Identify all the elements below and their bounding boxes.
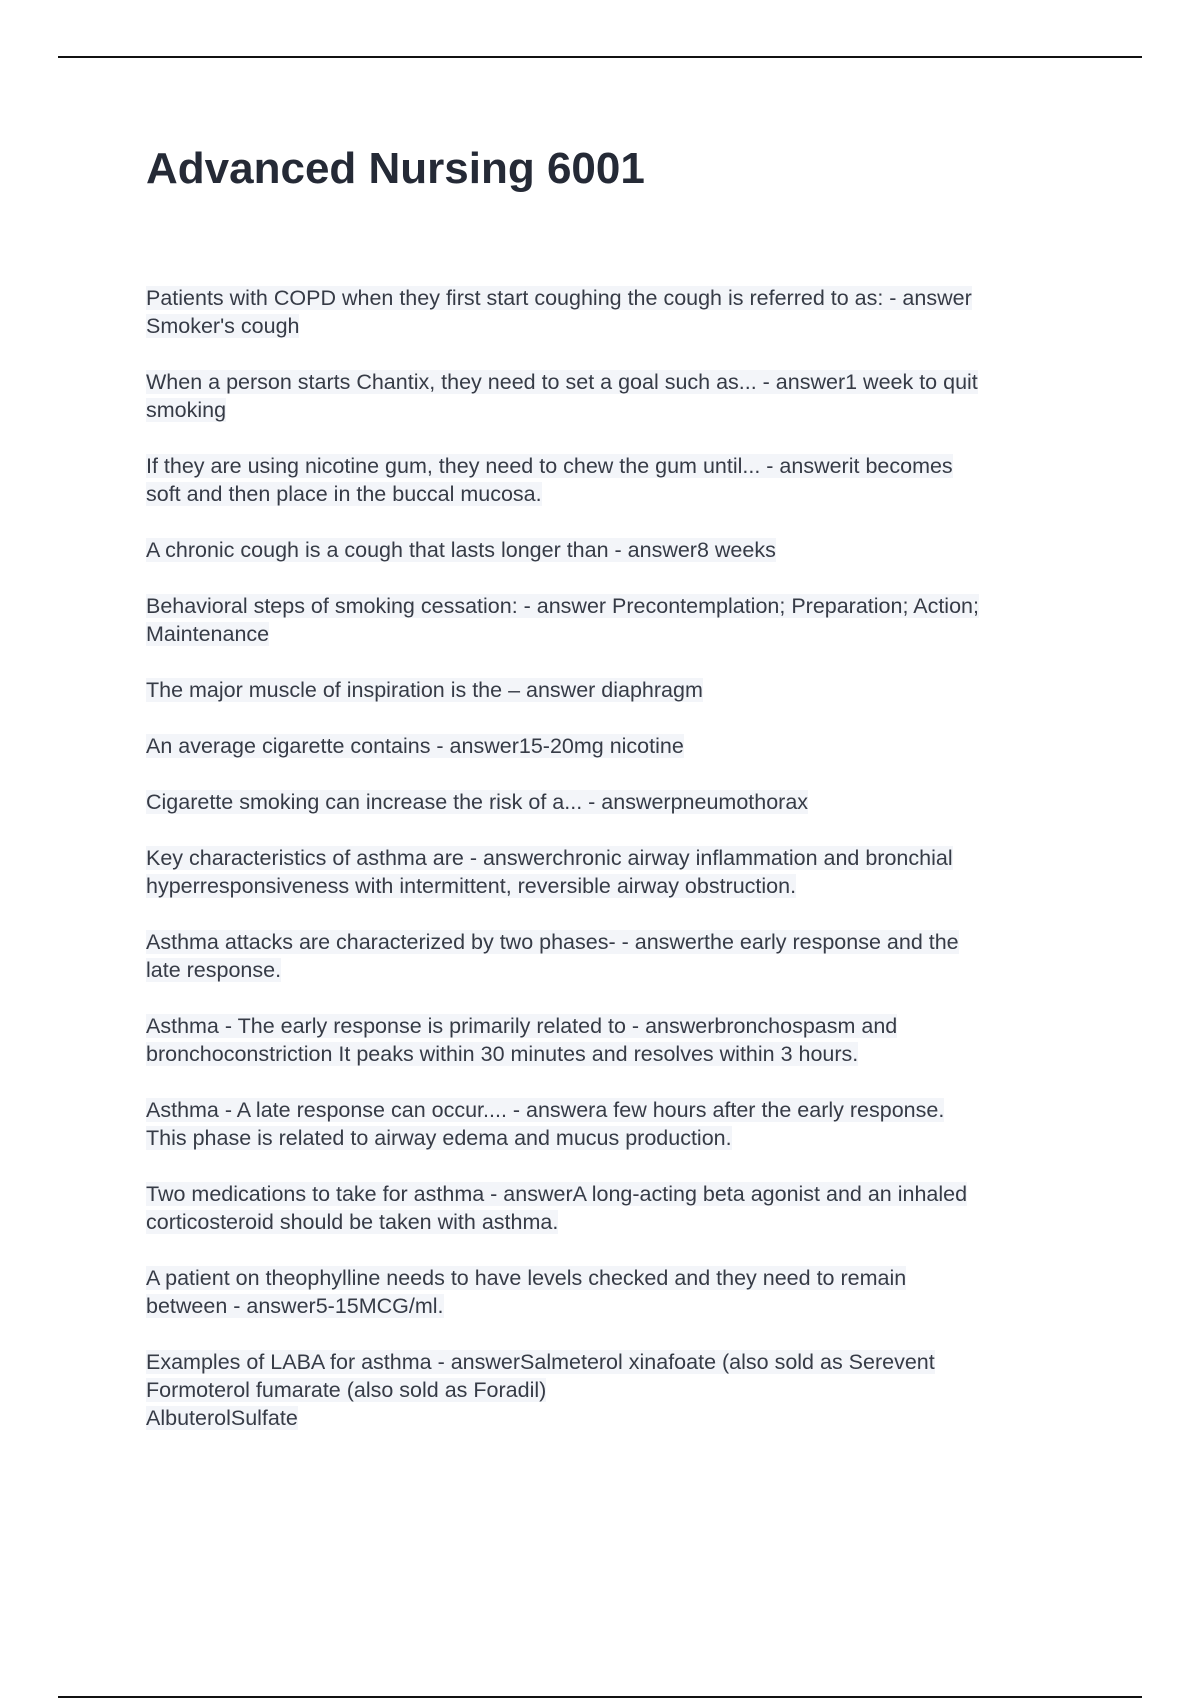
qa-item <box>146 1012 1086 1068</box>
qa-item <box>146 732 1086 760</box>
qa-item <box>146 592 1086 648</box>
qa-line <box>146 312 1086 340</box>
qa-line <box>146 1180 1086 1208</box>
qa-line <box>146 676 1086 704</box>
qa-line-text: Smoker's cough <box>146 314 300 338</box>
qa-line <box>146 1348 1086 1376</box>
qa-line <box>146 452 1086 480</box>
qa-item <box>146 368 1086 424</box>
qa-line <box>146 368 1086 396</box>
qa-line-text: An average cigarette contains - answer15-20mg nicotine <box>146 734 684 758</box>
qa-item <box>146 1096 1086 1152</box>
qa-line <box>146 1208 1086 1236</box>
qa-line-text: soft and then place in the buccal mucosa. <box>146 482 542 506</box>
qa-line-text: This phase is related to airway edema and mucus production. <box>146 1126 732 1150</box>
qa-line-text: If they are using nicotine gum, they need to chew the gum until... - answerit becomes <box>146 454 953 478</box>
qa-item <box>146 536 1086 564</box>
qa-line <box>146 928 1086 956</box>
qa-line-text: Examples of LABA for asthma - answerSalmeterol xinafoate (also sold as Serevent <box>146 1350 935 1374</box>
qa-line-text: Key characteristics of asthma are - answerchronic airway inflammation and bronchial <box>146 846 953 870</box>
qa-item <box>146 844 1086 900</box>
qa-line <box>146 844 1086 872</box>
qa-line <box>146 1292 1086 1320</box>
qa-line <box>146 592 1086 620</box>
qa-line <box>146 1096 1086 1124</box>
qa-line-text: AlbuterolSulfate <box>146 1406 298 1430</box>
qa-line-text: Maintenance <box>146 622 270 646</box>
document-title: Advanced Nursing 6001 <box>146 144 645 193</box>
top-divider <box>58 56 1142 58</box>
qa-line <box>146 956 1086 984</box>
qa-item <box>146 1180 1086 1236</box>
qa-line <box>146 1124 1086 1152</box>
qa-line-text: bronchoconstriction It peaks within 30 minutes and resolves within 3 hours. <box>146 1042 859 1066</box>
qa-line <box>146 1264 1086 1292</box>
qa-line-text: Asthma - The early response is primarily related to - answerbronchospasm and <box>146 1014 898 1038</box>
qa-line-text: A chronic cough is a cough that lasts longer than - answer8 weeks <box>146 538 776 562</box>
qa-line <box>146 1012 1086 1040</box>
qa-line-text: Formoterol fumarate (also sold as Foradil) <box>146 1378 547 1402</box>
qa-line-text: A patient on theophylline needs to have levels checked and they need to remain <box>146 1266 907 1290</box>
qa-item <box>146 1348 1086 1432</box>
qa-line-text: Patients with COPD when they first start coughing the cough is referred to as: - answer <box>146 286 972 310</box>
qa-line-text: Asthma - A late response can occur.... - answera few hours after the early response. <box>146 1098 945 1122</box>
qa-line-text: corticosteroid should be taken with asthma. <box>146 1210 559 1234</box>
qa-line <box>146 872 1086 900</box>
qa-line <box>146 620 1086 648</box>
qa-line-text: between - answer5-15MCG/ml. <box>146 1294 444 1318</box>
qa-line <box>146 1404 1086 1432</box>
qa-line-text: Behavioral steps of smoking cessation: - answer Precontemplation; Preparation; Action; <box>146 594 979 618</box>
qa-item <box>146 676 1086 704</box>
qa-item <box>146 928 1086 984</box>
qa-line <box>146 536 1086 564</box>
qa-line-text: When a person starts Chantix, they need to set a goal such as... - answer1 week to quit <box>146 370 978 394</box>
qa-line-text: Asthma attacks are characterized by two phases- - answerthe early response and the <box>146 930 959 954</box>
qa-line-text: hyperresponsiveness with intermittent, reversible airway obstruction. <box>146 874 797 898</box>
qa-line <box>146 1040 1086 1068</box>
qa-line-text: smoking <box>146 398 227 422</box>
qa-line-text: Cigarette smoking can increase the risk of a... - answerpneumothorax <box>146 790 809 814</box>
qa-line <box>146 396 1086 424</box>
qa-line <box>146 1376 1086 1404</box>
qa-item <box>146 284 1086 340</box>
qa-line-text: The major muscle of inspiration is the – answer diaphragm <box>146 678 703 702</box>
qa-line <box>146 480 1086 508</box>
qa-line-text: late response. <box>146 958 282 982</box>
qa-line <box>146 788 1086 816</box>
qa-item <box>146 1264 1086 1320</box>
qa-line <box>146 732 1086 760</box>
qa-item <box>146 452 1086 508</box>
qa-list <box>146 284 1086 1460</box>
qa-line-text: Two medications to take for asthma - answerA long-acting beta agonist and an inhaled <box>146 1182 968 1206</box>
qa-line <box>146 284 1086 312</box>
bottom-divider <box>58 1696 1142 1698</box>
qa-item <box>146 788 1086 816</box>
